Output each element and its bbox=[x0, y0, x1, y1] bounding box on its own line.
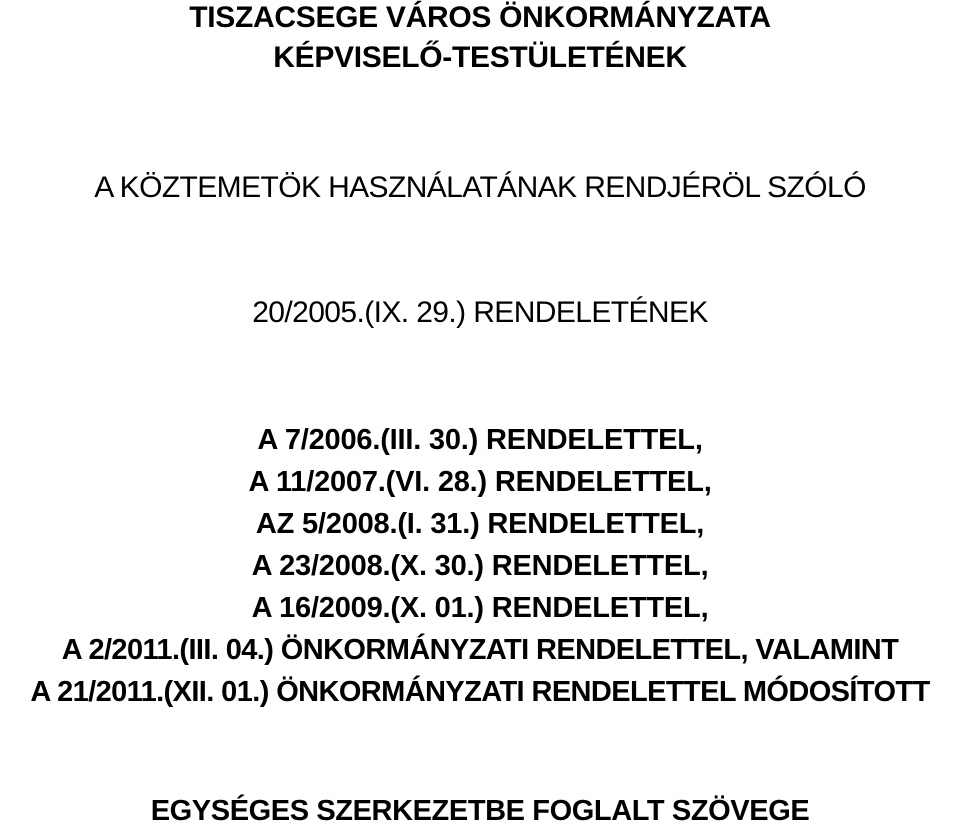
regulation-subject: A KÖZTEMETÖK HASZNÁLATÁNAK RENDJÉRÖL SZÓLÓ bbox=[94, 171, 866, 204]
amendment-line: A 23/2008.(X. 30.) RENDELETTEL, bbox=[251, 550, 709, 582]
council-name: KÉPVISELŐ-TESTÜLETÉNEK bbox=[273, 41, 687, 74]
municipality-name: TISZACSEGE VÁROS ÖNKORMÁNYZATA bbox=[189, 1, 771, 34]
regulation-number: 20/2005.(IX. 29.) RENDELETÉNEK bbox=[252, 296, 708, 329]
amendment-line: A 16/2009.(X. 01.) RENDELETTEL, bbox=[251, 592, 709, 624]
consolidated-text-title: EGYSÉGES SZERKEZETBE FOGLALT SZÖVEGE bbox=[150, 795, 810, 827]
amendment-line: A 21/2011.(XII. 01.) ÖNKORMÁNYZATI RENDELETTEL MÓDOSÍTOTT bbox=[30, 676, 930, 708]
amendment-line: A 2/2011.(III. 04.) ÖNKORMÁNYZATI RENDELETTEL, VALAMINT bbox=[61, 634, 899, 666]
amendment-line: AZ 5/2008.(I. 31.) RENDELETTEL, bbox=[255, 508, 705, 540]
amendment-line: A 7/2006.(III. 30.) RENDELETTEL, bbox=[257, 424, 703, 456]
amendment-line: A 11/2007.(VI. 28.) RENDELETTEL, bbox=[248, 466, 712, 498]
